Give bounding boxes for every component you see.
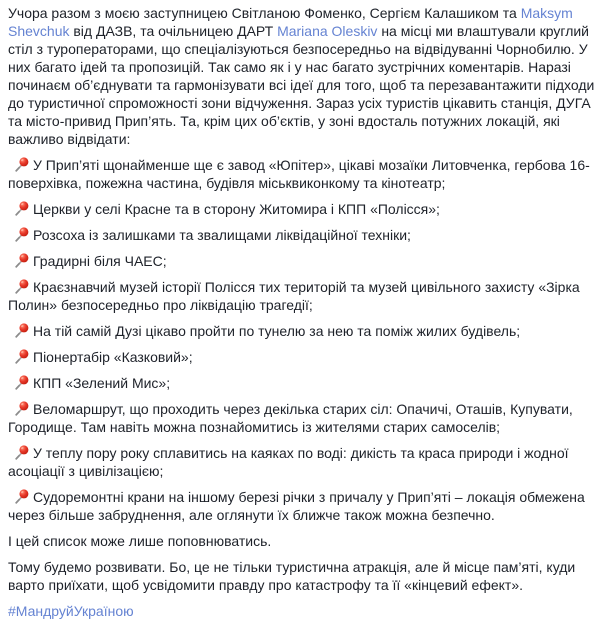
round-pushpin-icon	[15, 349, 29, 364]
location-item-text: Розсоха із залишками та звалищами ліквідаційної техніки;	[33, 227, 411, 243]
round-pushpin-icon	[15, 323, 29, 338]
location-list-item	[8, 200, 604, 218]
location-item-text: Піонертабір «Казковий»;	[33, 349, 193, 365]
intro-paragraph	[8, 4, 604, 148]
location-list-item	[8, 252, 604, 270]
round-pushpin-icon	[15, 489, 29, 504]
round-pushpin-icon	[15, 401, 29, 416]
round-pushpin-icon	[15, 445, 29, 460]
round-pushpin-icon	[15, 157, 29, 172]
location-list-item	[8, 156, 604, 192]
location-item-text: У Прип’яті щонайменше ще є завод «Юпітер», цікаві мозаїки Литовченка, гербова 16-поверхівка, пожежна частина, будівля міськвиконкому та кінотеатр;	[8, 157, 590, 191]
closing-paragraph: Тому будемо розвивати. Бо, це не тільки туристична атракція, але й місце пам’яті, куди варто приїхати, щоб усвідомити правду про катастрофу та її «кінцевий ефект».	[8, 559, 580, 593]
intro-text-1: Учора разом з моєю заступницею Світланою Фоменко, Сергієм Калашиком та	[8, 5, 521, 21]
location-list-item	[8, 488, 604, 524]
location-list-item	[8, 374, 604, 392]
intro-text-3: на місці ми влаштували круглий стіл з туроператорами, що спеціалізуються безпосередньо на відвідуванні Чорнобилю. У них багато ідей та пропозицій. Так само як і у нас багато зустрічних коментарів. Наразі починаєм об’єднувати та гармонізувати всі ідеї для того, щоб та перезавантажити підходи до туристичної спроможності зони відчуження. Зараз усіх туристів цікавить станція, ДУГА та місто-привид Прип’ять. Та, крім цих об’єктів, у зоні вдосталь потужних локацій, які важливо відвідати:	[8, 23, 599, 147]
location-list-item	[8, 322, 604, 340]
round-pushpin-icon	[15, 279, 29, 294]
closing-line: І цей список може лише поповнюватись.	[8, 533, 272, 549]
mention-link-maksym-shevchuk[interactable]: Maksym Shevchuk	[8, 5, 577, 39]
location-item-text: КПП «Зелений Мис»;	[33, 375, 171, 391]
intro-text-2: від ДАЗВ, та очільницею ДАРТ	[69, 23, 278, 39]
round-pushpin-icon	[15, 201, 29, 216]
location-list-item	[8, 278, 604, 314]
location-item-text: Церкви у селі Красне та в сторону Житомира і КПП «Полісся»;	[33, 201, 440, 217]
location-item-text: На тій самій Дузі цікаво пройти по тунелю за нею та поміж жилих будівель;	[33, 323, 521, 339]
location-item-text: Краєзнавчий музей історії Полісся тих територій та музей цивільного захисту «Зірка Полин» безпосередньо про ліквідацію трагедії;	[8, 279, 584, 313]
location-list-item	[8, 348, 604, 366]
hashtag-paragraph	[8, 602, 604, 620]
location-list-item	[8, 400, 604, 436]
mention-link-mariana-oleskiv[interactable]: Mariana Oleskiv	[277, 23, 378, 39]
location-list-item	[8, 226, 604, 244]
round-pushpin-icon	[15, 253, 29, 268]
round-pushpin-icon	[15, 375, 29, 390]
locations-list	[8, 156, 604, 524]
location-item-text: У теплу пору року сплавитись на каяках по воді: дикість та краса природи і жодної асоціації з цивілізацією;	[8, 445, 573, 479]
location-item-text: Веломаршрут, що проходить через декілька старих сіл: Опачичі, Оташів, Купувати, Городище. Там навіть можна познайомитись із жителями старих самоселів;	[8, 401, 577, 435]
post-body	[8, 4, 604, 620]
hashtag-link[interactable]: #МандруйУкраїною	[8, 603, 134, 619]
location-item-text: Судоремонтні крани на іншому березі річки з причалу у Прип’яті – локація обмежена через більше забруднення, але оглянути їх ближче також можна безпечно.	[8, 489, 589, 523]
location-list-item	[8, 444, 604, 480]
round-pushpin-icon	[15, 227, 29, 242]
location-item-text: Градирні біля ЧАЕС;	[33, 253, 167, 269]
